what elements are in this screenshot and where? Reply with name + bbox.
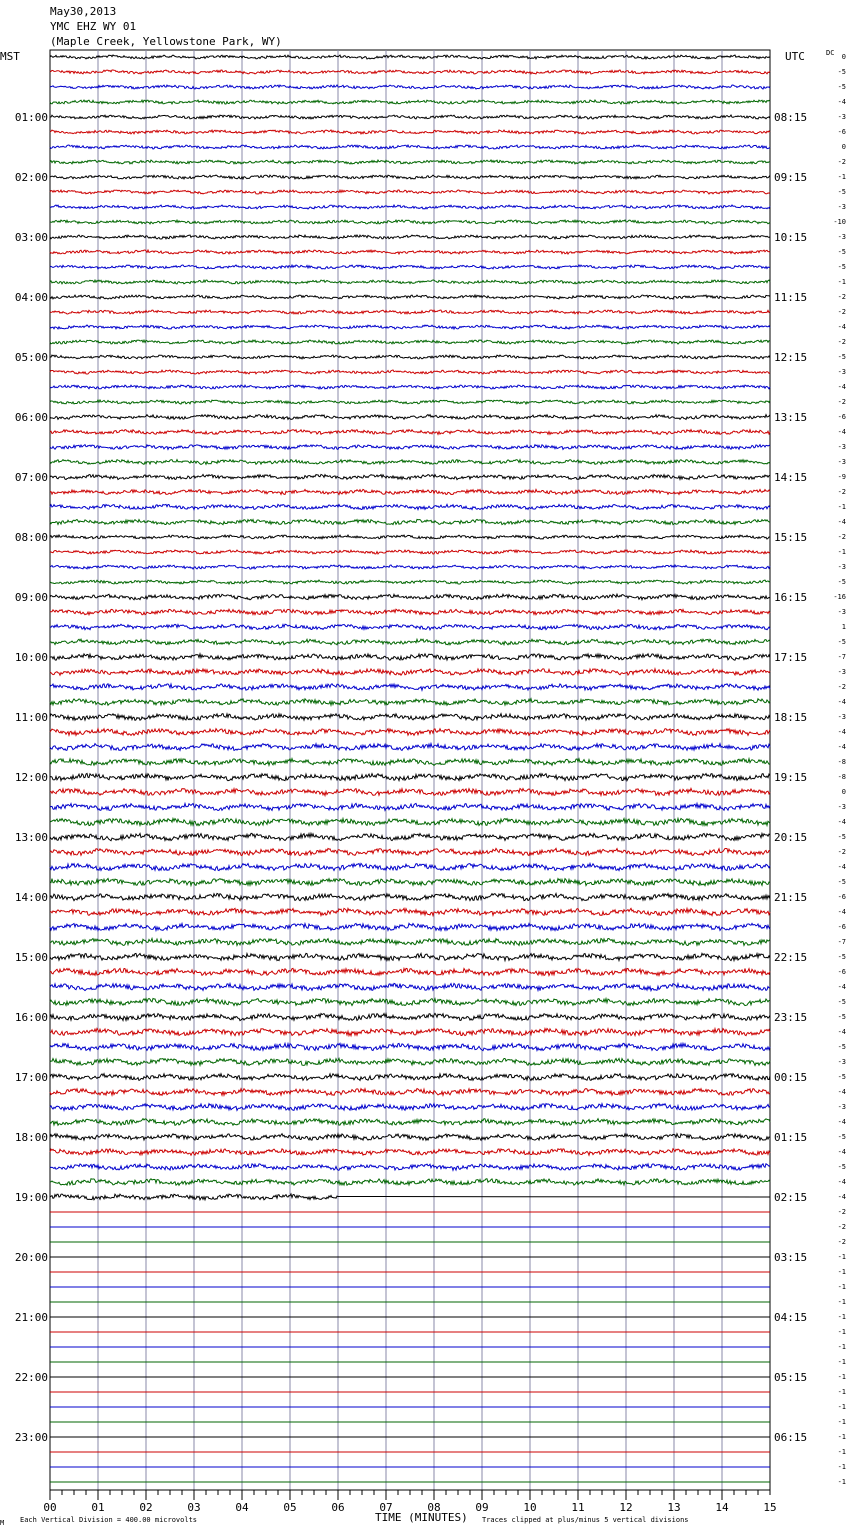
seismic-trace xyxy=(50,744,770,751)
seismic-trace xyxy=(50,235,770,239)
x-axis-title: TIME (MINUTES) xyxy=(375,1511,468,1524)
seismic-trace xyxy=(50,1013,770,1020)
dc-offset-label: -2 xyxy=(837,533,846,541)
seismic-trace xyxy=(50,250,770,254)
clip-note: Traces clipped at plus/minus 5 vertical divisions xyxy=(482,1516,689,1524)
dc-offset-label: -6 xyxy=(837,128,846,136)
seismic-trace xyxy=(50,639,770,645)
seismic-trace xyxy=(50,460,770,465)
seismic-trace xyxy=(50,565,770,569)
dc-offset-label: -3 xyxy=(837,608,846,616)
dc-offset-label: -9 xyxy=(837,473,846,481)
seismic-trace xyxy=(50,893,770,900)
mst-hour-label: 13:00 xyxy=(14,831,48,844)
dc-offset-label: -3 xyxy=(837,203,846,211)
dc-offset-label: -1 xyxy=(837,1463,846,1471)
dc-offset-label: 0 xyxy=(841,143,846,151)
utc-hour-label: 05:15 xyxy=(774,1371,808,1384)
utc-hour-label: 12:15 xyxy=(774,351,808,364)
mst-hour-label: 03:00 xyxy=(14,231,48,244)
seismic-trace xyxy=(50,729,770,736)
mst-hour-label: 16:00 xyxy=(14,1011,48,1024)
dc-offset-label: -4 xyxy=(837,428,846,436)
seismic-trace xyxy=(50,85,770,89)
dc-offset-label: -3 xyxy=(837,1103,846,1111)
seismic-trace xyxy=(50,833,770,840)
dc-offset-label: -1 xyxy=(837,1313,846,1321)
dc-offset-label: -4 xyxy=(837,1088,846,1096)
seismic-trace xyxy=(50,923,770,930)
utc-hour-label: 16:15 xyxy=(774,591,808,604)
dc-offset-label: -1 xyxy=(837,1268,846,1276)
mst-hour-label: 08:00 xyxy=(14,531,48,544)
dc-offset-label: -1 xyxy=(837,1388,846,1396)
time-tick-label: 01 xyxy=(91,1501,105,1514)
seismic-trace xyxy=(50,773,770,780)
dc-offset-label: -5 xyxy=(837,83,846,91)
seismic-trace xyxy=(50,939,770,946)
seismic-trace xyxy=(50,983,770,990)
dc-offset-label: -6 xyxy=(837,968,846,976)
dc-offset-label: -5 xyxy=(837,1043,846,1051)
dc-offset-label: -5 xyxy=(837,1073,846,1081)
dc-offset-label: -4 xyxy=(837,818,846,826)
dc-offset-label: -3 xyxy=(837,458,846,466)
seismic-trace xyxy=(50,594,770,600)
seismic-trace xyxy=(50,70,770,74)
dc-offset-label: -2 xyxy=(837,683,846,691)
dc-offset-label: -16 xyxy=(833,593,846,601)
dc-offset-label: -7 xyxy=(837,653,846,661)
utc-hour-label: 09:15 xyxy=(774,171,808,184)
seismic-trace xyxy=(50,504,770,509)
dc-offset-label: -4 xyxy=(837,518,846,526)
utc-hour-label: 04:15 xyxy=(774,1311,808,1324)
dc-offset-label: -2 xyxy=(837,398,846,406)
seismic-trace xyxy=(50,1119,770,1126)
dc-offset-label: -1 xyxy=(837,173,846,181)
utc-hour-label: 22:15 xyxy=(774,951,808,964)
utc-hour-label: 18:15 xyxy=(774,711,808,724)
dc-offset-label: -5 xyxy=(837,578,846,586)
seismic-trace xyxy=(50,759,770,766)
dc-offset-label: -4 xyxy=(837,728,846,736)
seismic-trace xyxy=(50,1149,770,1155)
seismic-trace xyxy=(50,669,770,675)
mst-hour-label: 06:00 xyxy=(14,411,48,424)
dc-offset-label: -1 xyxy=(837,503,846,511)
dc-offset-label: -6 xyxy=(837,893,846,901)
mst-hour-label: 10:00 xyxy=(14,651,48,664)
seismic-trace xyxy=(50,370,770,374)
mst-hour-label: 04:00 xyxy=(14,291,48,304)
seismic-trace xyxy=(50,115,770,119)
seismic-trace xyxy=(50,803,770,810)
dc-offset-label: -4 xyxy=(837,743,846,751)
time-tick-label: 06 xyxy=(331,1501,345,1514)
utc-axis-title: UTC xyxy=(785,50,805,63)
seismic-trace xyxy=(50,1058,770,1065)
seismic-trace xyxy=(50,1194,770,1200)
dc-offset-label: -4 xyxy=(837,383,846,391)
seismic-trace xyxy=(50,535,770,539)
seismic-trace xyxy=(50,265,770,269)
seismic-trace xyxy=(50,220,770,224)
mst-hour-label: 11:00 xyxy=(14,711,48,724)
utc-hour-label: 10:15 xyxy=(774,231,808,244)
dc-offset-label: -4 xyxy=(837,1148,846,1156)
dc-offset-label: -2 xyxy=(837,848,846,856)
dc-offset-label: -4 xyxy=(837,863,846,871)
time-tick-label: 05 xyxy=(283,1501,297,1514)
utc-hour-label: 21:15 xyxy=(774,891,808,904)
dc-offset-label: -3 xyxy=(837,113,846,121)
seismic-trace xyxy=(50,160,770,164)
utc-hour-label: 19:15 xyxy=(774,771,808,784)
dc-offset-label: -6 xyxy=(837,413,846,421)
dc-offset-label: -1 xyxy=(837,548,846,556)
utc-hour-label: 20:15 xyxy=(774,831,808,844)
seismic-trace xyxy=(50,474,770,479)
utc-hour-label: 23:15 xyxy=(774,1011,808,1024)
dc-offset-label: -4 xyxy=(837,323,846,331)
dc-offset-label: -5 xyxy=(837,263,846,271)
seismic-trace xyxy=(50,400,770,404)
time-tick-label: 11 xyxy=(571,1501,585,1514)
mst-hour-label: 07:00 xyxy=(14,471,48,484)
dc-offset-label: -8 xyxy=(837,773,846,781)
dc-offset-label: -1 xyxy=(837,1343,846,1351)
seismic-trace xyxy=(50,100,770,104)
seismic-trace xyxy=(50,145,770,149)
time-tick-label: 03 xyxy=(187,1501,201,1514)
dc-offset-label: 1 xyxy=(841,623,846,631)
station-code: YMC EHZ WY 01 xyxy=(50,20,137,33)
dc-offset-label: -3 xyxy=(837,233,846,241)
utc-hour-label: 11:15 xyxy=(774,291,808,304)
dc-offset-label: -4 xyxy=(837,983,846,991)
mst-hour-label: 15:00 xyxy=(14,951,48,964)
dc-offset-label: -5 xyxy=(837,998,846,1006)
seismic-trace xyxy=(50,415,770,420)
dc-offset-label: -1 xyxy=(837,1448,846,1456)
mst-hour-label: 20:00 xyxy=(14,1251,48,1264)
mst-hour-label: 18:00 xyxy=(14,1131,48,1144)
dc-offset-label: -2 xyxy=(837,338,846,346)
dc-offset-label: -10 xyxy=(833,218,846,226)
seismic-trace xyxy=(50,1134,770,1141)
mst-hour-label: 12:00 xyxy=(14,771,48,784)
dc-offset-label: -5 xyxy=(837,248,846,256)
dc-offset-label: 0 xyxy=(841,788,846,796)
mst-hour-label: 23:00 xyxy=(14,1431,48,1444)
seismic-trace xyxy=(50,1089,770,1096)
seismic-trace xyxy=(50,580,770,584)
seismic-trace xyxy=(50,788,770,795)
dc-offset-label: -4 xyxy=(837,98,846,106)
seismic-trace xyxy=(50,879,770,886)
dc-offset-label: -5 xyxy=(837,1133,846,1141)
utc-hour-label: 02:15 xyxy=(774,1191,808,1204)
seismic-trace xyxy=(50,385,770,389)
time-tick-label: 02 xyxy=(139,1501,153,1514)
seismic-trace xyxy=(50,953,770,960)
time-tick-label: 14 xyxy=(715,1501,729,1514)
dc-offset-label: -3 xyxy=(837,368,846,376)
time-tick-label: 10 xyxy=(523,1501,537,1514)
seismic-trace xyxy=(50,624,770,630)
seismic-trace xyxy=(50,489,770,494)
dc-offset-label: -1 xyxy=(837,1298,846,1306)
seismic-trace xyxy=(50,1043,770,1050)
dc-offset-label: -4 xyxy=(837,698,846,706)
time-tick-label: 09 xyxy=(475,1501,489,1514)
dc-offset-label: -1 xyxy=(837,1418,846,1426)
seismic-trace xyxy=(50,325,770,329)
dc-offset-label: -5 xyxy=(837,353,846,361)
seismic-trace xyxy=(50,130,770,134)
seismic-trace xyxy=(50,1028,770,1035)
mst-hour-label: 21:00 xyxy=(14,1311,48,1324)
dc-offset-label: -1 xyxy=(837,1328,846,1336)
seismic-trace xyxy=(50,1074,770,1081)
dc-offset-label: -5 xyxy=(837,953,846,961)
dc-offset-label: -6 xyxy=(837,923,846,931)
dc-offset-label: -3 xyxy=(837,1058,846,1066)
utc-hour-label: 06:15 xyxy=(774,1431,808,1444)
dc-offset-label: -5 xyxy=(837,638,846,646)
utc-hour-label: 14:15 xyxy=(774,471,808,484)
dc-offset-label: -3 xyxy=(837,713,846,721)
dc-offset-label: -5 xyxy=(837,833,846,841)
dc-offset-label: -1 xyxy=(837,278,846,286)
plot-date: May30,2013 xyxy=(50,5,117,18)
utc-hour-label: 17:15 xyxy=(774,651,808,664)
dc-offset-label: -4 xyxy=(837,1028,846,1036)
seismic-trace xyxy=(50,55,770,59)
seismic-trace xyxy=(50,699,770,705)
dc-offset-label: -1 xyxy=(837,1478,846,1486)
utc-hour-label: 00:15 xyxy=(774,1071,808,1084)
dc-offset-label: -2 xyxy=(837,1223,846,1231)
dc-offset-label: -5 xyxy=(837,68,846,76)
utc-hour-label: 03:15 xyxy=(774,1251,808,1264)
dc-offset-label: -2 xyxy=(837,488,846,496)
seismic-trace xyxy=(50,295,770,299)
seismic-trace xyxy=(50,190,770,194)
seismic-trace xyxy=(50,280,770,284)
seismic-trace xyxy=(50,863,770,870)
seismic-trace xyxy=(50,519,770,524)
dc-offset-label: -3 xyxy=(837,803,846,811)
dc-offset-label: -3 xyxy=(837,443,846,451)
seismic-trace xyxy=(50,1179,770,1185)
dc-offset-label: -1 xyxy=(837,1373,846,1381)
dc-offset-label: -5 xyxy=(837,878,846,886)
dc-offset-label: -2 xyxy=(837,1208,846,1216)
time-tick-label: 07 xyxy=(379,1501,393,1514)
scale-note: Each Vertical Division = 400.00 microvolts xyxy=(20,1516,198,1524)
utc-hour-label: 15:15 xyxy=(774,531,808,544)
time-tick-label: 13 xyxy=(667,1501,681,1514)
seismic-trace xyxy=(50,819,770,826)
dc-offset-label: -4 xyxy=(837,1193,846,1201)
dc-offset-label: -5 xyxy=(837,188,846,196)
utc-hour-label: 08:15 xyxy=(774,111,808,124)
mst-axis-title: MST xyxy=(0,50,20,63)
seismic-trace xyxy=(50,968,770,975)
dc-offset-label: -3 xyxy=(837,668,846,676)
time-tick-label: 00 xyxy=(43,1501,57,1514)
seismic-trace xyxy=(50,908,770,915)
seismic-trace xyxy=(50,205,770,209)
time-tick-label: 08 xyxy=(427,1501,441,1514)
seismic-trace xyxy=(50,355,770,359)
dc-offset-label: -2 xyxy=(837,158,846,166)
seismic-trace xyxy=(50,609,770,615)
dc-offset-label: -4 xyxy=(837,1118,846,1126)
seismic-trace xyxy=(50,714,770,721)
seismic-trace xyxy=(50,550,770,554)
seismic-trace xyxy=(50,445,770,450)
utc-hour-label: 01:15 xyxy=(774,1131,808,1144)
mst-hour-label: 19:00 xyxy=(14,1191,48,1204)
time-tick-label: 12 xyxy=(619,1501,633,1514)
time-tick-label: 15 xyxy=(763,1501,777,1514)
dc-offset-label: -1 xyxy=(837,1433,846,1441)
seismic-trace xyxy=(50,1104,770,1111)
dc-axis-title: DC xyxy=(826,49,835,57)
dc-offset-label: -4 xyxy=(837,908,846,916)
utc-hour-label: 13:15 xyxy=(774,411,808,424)
mst-hour-label: 05:00 xyxy=(14,351,48,364)
mst-hour-label: 09:00 xyxy=(14,591,48,604)
seismic-trace xyxy=(50,848,770,855)
corner-mark: M xyxy=(0,1519,5,1527)
dc-offset-label: -5 xyxy=(837,1163,846,1171)
dc-offset-label: -1 xyxy=(837,1358,846,1366)
dc-offset-label: 0 xyxy=(841,53,846,61)
seismic-trace xyxy=(50,310,770,314)
station-location: (Maple Creek, Yellowstone Park, WY) xyxy=(50,35,282,48)
mst-hour-label: 02:00 xyxy=(14,171,48,184)
seismic-trace xyxy=(50,999,770,1006)
dc-offset-label: -7 xyxy=(837,938,846,946)
dc-offset-label: -2 xyxy=(837,1238,846,1246)
mst-hour-label: 01:00 xyxy=(14,111,48,124)
mst-hour-label: 14:00 xyxy=(14,891,48,904)
dc-offset-label: -2 xyxy=(837,308,846,316)
dc-offset-label: -1 xyxy=(837,1403,846,1411)
time-tick-label: 04 xyxy=(235,1501,249,1514)
seismic-trace xyxy=(50,340,770,344)
dc-offset-label: -5 xyxy=(837,1013,846,1021)
dc-offset-label: -3 xyxy=(837,563,846,571)
seismic-trace xyxy=(50,430,770,435)
dc-offset-label: -1 xyxy=(837,1283,846,1291)
seismic-trace xyxy=(50,654,770,660)
dc-offset-label: -8 xyxy=(837,758,846,766)
dc-offset-label: -2 xyxy=(837,293,846,301)
seismic-trace xyxy=(50,1164,770,1171)
dc-offset-label: -1 xyxy=(837,1253,846,1261)
seismic-trace xyxy=(50,684,770,690)
seismic-trace xyxy=(50,175,770,179)
mst-hour-label: 17:00 xyxy=(14,1071,48,1084)
mst-hour-label: 22:00 xyxy=(14,1371,48,1384)
dc-offset-label: -4 xyxy=(837,1178,846,1186)
